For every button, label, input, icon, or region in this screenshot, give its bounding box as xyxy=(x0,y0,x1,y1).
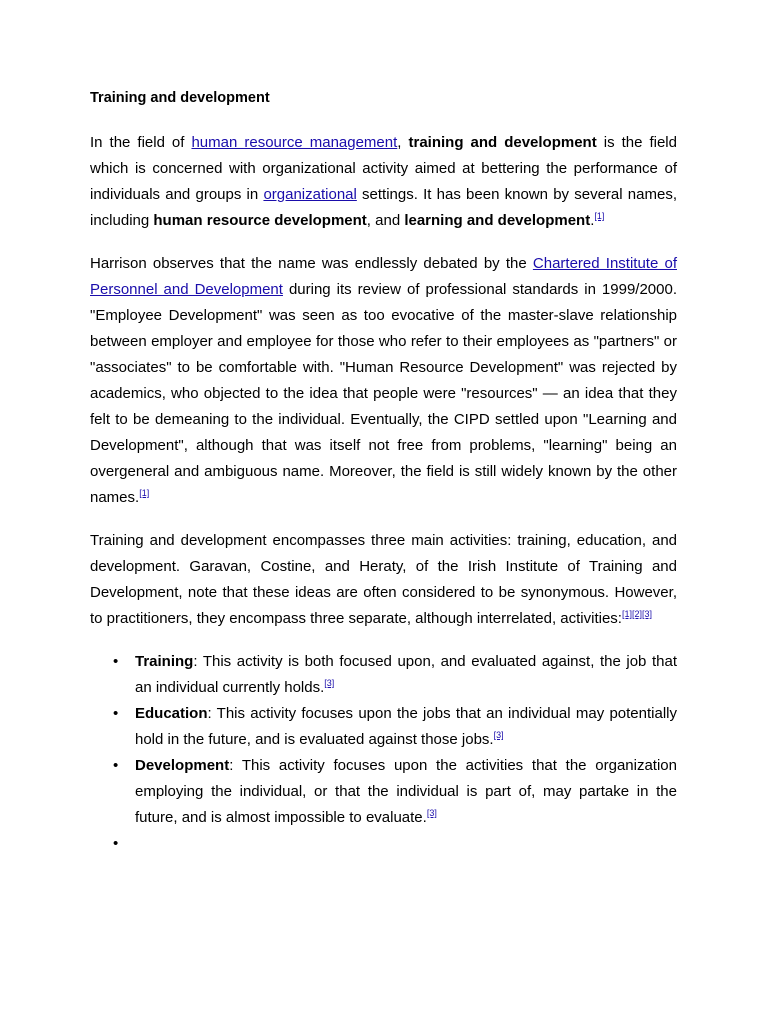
paragraph-activities xyxy=(90,528,677,632)
document-page xyxy=(90,86,677,857)
list-item-development xyxy=(113,753,677,831)
bold-term: learning and development xyxy=(404,212,591,229)
list-item-education xyxy=(113,701,677,753)
text: . xyxy=(590,212,595,229)
text: is the field which is concerned with organizational activity aimed at bettering the performance of individuals and groups in xyxy=(90,134,677,203)
citation-link[interactable]: [1] xyxy=(594,211,605,221)
paragraph-intro xyxy=(90,130,677,234)
bullet-icon: • xyxy=(113,705,119,722)
item-text: : This activity focuses upon the activities that the organization employing the individual, or that the individual is part of, may partake in the future, and is almost impossible to evaluate. xyxy=(135,757,677,826)
item-text: : This activity focuses upon the jobs that an individual may potentially hold in the future, and is evaluated against those jobs. xyxy=(135,705,677,748)
list-item-training xyxy=(113,649,677,701)
item-term: Training xyxy=(135,653,194,670)
item-text: : This activity is both focused upon, and evaluated against, the job that an individual currently holds. xyxy=(135,653,677,696)
bullet-icon: • xyxy=(113,653,119,670)
section-heading: Training and development xyxy=(90,90,270,106)
paragraph-harrison xyxy=(90,251,677,511)
activities-list xyxy=(90,649,677,857)
bullet-icon: • xyxy=(113,835,119,852)
text: In the field of xyxy=(90,134,192,151)
text: settings. It has been known by several names, including xyxy=(90,186,677,229)
link-organizational[interactable]: organizational xyxy=(263,186,357,203)
citation-link[interactable]: [1] xyxy=(139,488,150,498)
bold-term: training and development xyxy=(408,134,597,151)
text: Training and development encompasses three main activities: training, education, and development. Garavan, Costine, and Heraty, of the Irish Institute of Training and Development, note that these ideas are often considered to be synonymous. However, to practitioners, they encompass three separate, although interrelated, activities: xyxy=(90,532,677,627)
text: , xyxy=(397,134,409,151)
link-human-resource-management[interactable]: human resource management xyxy=(191,134,398,151)
citation-link[interactable]: [1] xyxy=(621,609,632,619)
bullet-icon: • xyxy=(113,757,119,774)
citation-link[interactable]: [2] xyxy=(631,609,642,619)
text: during its review of professional standards in 1999/2000. "Employee Development" was seen as too evocative of the master-slave relationship between employer and employee for those who refer to their employees as "partners" or "associates" to be comfortable with. "Human Resource Development" was rejected by academics, who objected to the idea that people were "resources" — an idea that they felt to be demeaning to the individual. Eventually, the CIPD settled upon "Learning and Development", although that was itself not free from problems, "learning" being an overgeneral and ambiguous name. Moreover, the field is still widely known by the other names. xyxy=(90,281,677,506)
link-cipd[interactable]: Chartered Institute of Personnel and Development xyxy=(90,255,677,298)
text: Harrison observes that the name was endlessly debated by the xyxy=(90,255,533,272)
bold-term: human resource development xyxy=(153,212,367,229)
item-term: Education xyxy=(135,705,208,722)
text: , and xyxy=(366,212,405,229)
item-term: Development xyxy=(135,757,230,774)
citation-link[interactable]: [3] xyxy=(642,609,653,619)
citation-link[interactable]: [3] xyxy=(324,678,335,688)
citation-link[interactable]: [3] xyxy=(493,730,504,740)
list-item-empty xyxy=(113,831,677,857)
citation-link[interactable]: [3] xyxy=(426,808,437,818)
